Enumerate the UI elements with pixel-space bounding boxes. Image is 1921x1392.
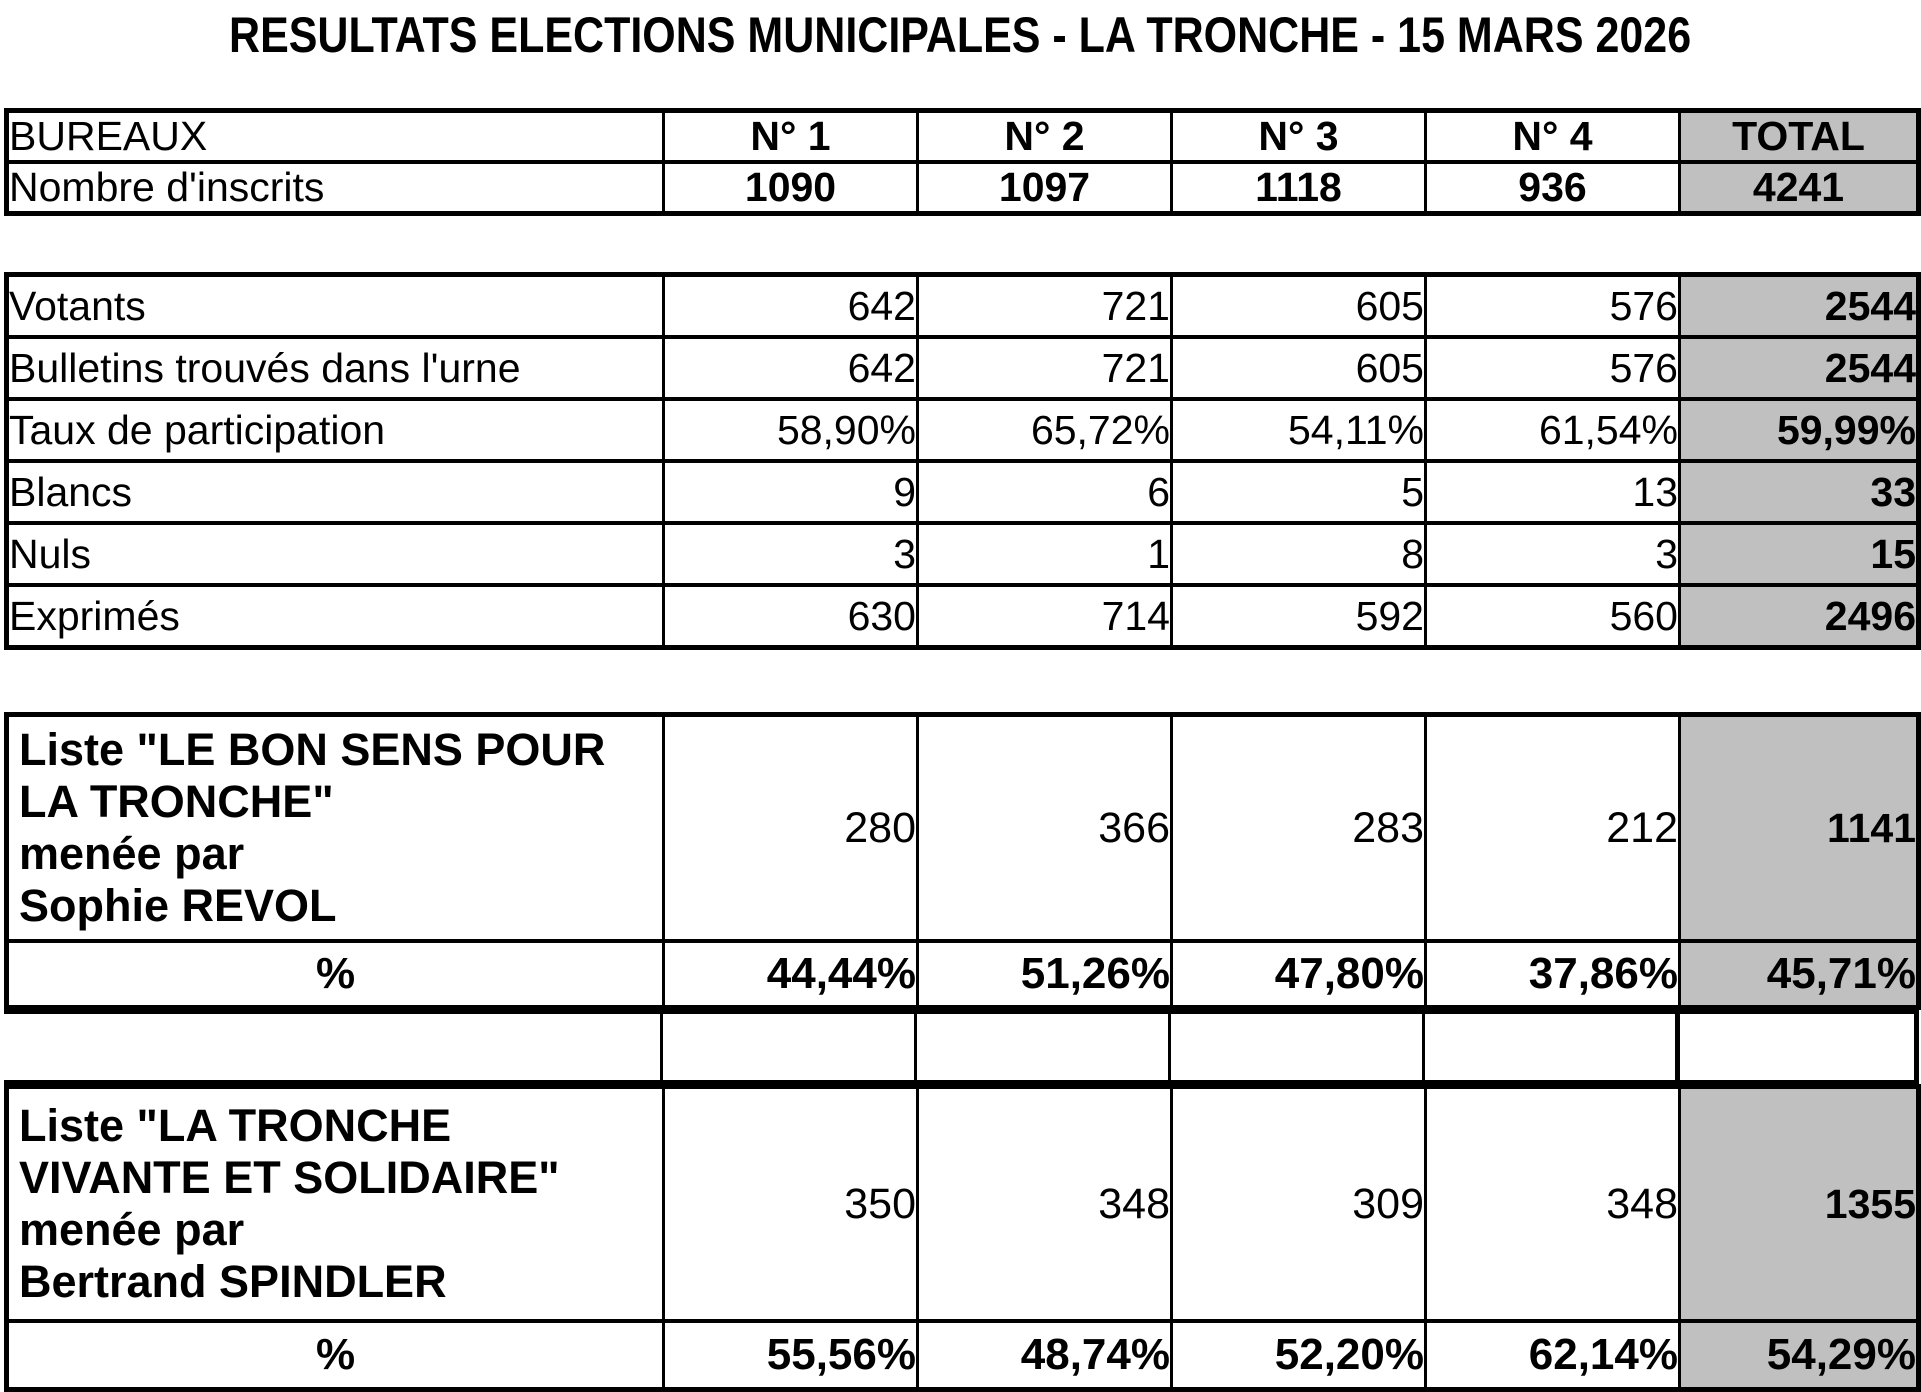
value-cell: 576 bbox=[1426, 275, 1680, 338]
bureau-3-header: N° 3 bbox=[1172, 111, 1426, 163]
value-cell: 1 bbox=[918, 523, 1172, 585]
exprimes-row bbox=[7, 585, 1919, 648]
spacer-cells bbox=[4, 1012, 1916, 1082]
liste-spindler-votes-row bbox=[7, 1087, 1919, 1322]
pct-label: % bbox=[7, 1321, 664, 1390]
page-title: RESULTATS ELECTIONS MUNICIPALES - LA TRONCHE - 15 MARS 2026 bbox=[228, 7, 1692, 63]
taux-participation-row bbox=[7, 399, 1919, 461]
value-cell: 61,54% bbox=[1426, 399, 1680, 461]
total-cell: 2544 bbox=[1680, 275, 1919, 338]
spacer-cell bbox=[915, 1012, 1169, 1082]
total-cell: 2544 bbox=[1680, 337, 1919, 399]
pct-cell: 62,14% bbox=[1426, 1321, 1680, 1390]
row-label: Votants bbox=[7, 275, 664, 338]
value-cell: 54,11% bbox=[1172, 399, 1426, 461]
votes-total-cell: 1355 bbox=[1680, 1087, 1919, 1322]
nuls-row bbox=[7, 523, 1919, 585]
row-label: Taux de participation bbox=[7, 399, 664, 461]
value-cell: 9 bbox=[664, 461, 918, 523]
value-cell: 605 bbox=[1172, 337, 1426, 399]
pct-cell: 47,80% bbox=[1172, 941, 1426, 1008]
pct-total-cell: 45,71% bbox=[1680, 941, 1919, 1008]
spacer-cell bbox=[4, 1012, 661, 1082]
bureaux-header-row bbox=[7, 111, 1919, 163]
bulletins-row bbox=[7, 337, 1919, 399]
value-cell: 630 bbox=[664, 585, 918, 648]
pct-cell: 44,44% bbox=[664, 941, 918, 1008]
votes-cell: 280 bbox=[664, 715, 918, 942]
liste-spindler-table bbox=[4, 1084, 1921, 1392]
votes-cell: 366 bbox=[918, 715, 1172, 942]
spacer-cell bbox=[661, 1012, 915, 1082]
votes-cell: 212 bbox=[1426, 715, 1680, 942]
pct-cell: 52,20% bbox=[1172, 1321, 1426, 1390]
votes-cell: 283 bbox=[1172, 715, 1426, 942]
liste-revol-pct-row bbox=[7, 941, 1919, 1008]
inscrits-value-cell: 1118 bbox=[1172, 162, 1426, 214]
liste-name-line: Bertrand SPINDLER bbox=[19, 1256, 447, 1308]
value-cell: 13 bbox=[1426, 461, 1680, 523]
liste-revol-votes-row bbox=[7, 715, 1919, 942]
value-cell: 605 bbox=[1172, 275, 1426, 338]
bureau-4-header: N° 4 bbox=[1426, 111, 1680, 163]
inscrits-total-cell: 4241 bbox=[1680, 162, 1919, 214]
pct-total-cell: 54,29% bbox=[1680, 1321, 1919, 1390]
value-cell: 714 bbox=[918, 585, 1172, 648]
pct-cell: 51,26% bbox=[918, 941, 1172, 1008]
bureau-2-header: N° 2 bbox=[918, 111, 1172, 163]
value-cell: 721 bbox=[918, 275, 1172, 338]
votes-cell: 348 bbox=[918, 1087, 1172, 1322]
row-label: Exprimés bbox=[7, 585, 664, 648]
bureaux-table bbox=[4, 108, 1921, 216]
value-cell: 576 bbox=[1426, 337, 1680, 399]
bureaux-header-label: BUREAUX bbox=[7, 111, 664, 163]
row-label: Blancs bbox=[7, 461, 664, 523]
inscrits-value-cell: 1090 bbox=[664, 162, 918, 214]
spacer-cell bbox=[1423, 1012, 1677, 1082]
inscrits-value-cell: 1097 bbox=[918, 162, 1172, 214]
inscrits-row bbox=[7, 162, 1919, 214]
value-cell: 560 bbox=[1426, 585, 1680, 648]
total-cell: 33 bbox=[1680, 461, 1919, 523]
votes-cell: 350 bbox=[664, 1087, 918, 1322]
spacer-cell bbox=[1677, 1012, 1916, 1082]
liste-name-line: LA TRONCHE" bbox=[19, 775, 334, 827]
liste-name-line: Liste "LE BON SENS POUR bbox=[19, 723, 606, 775]
total-cell: 15 bbox=[1680, 523, 1919, 585]
value-cell: 3 bbox=[664, 523, 918, 585]
total-cell: 59,99% bbox=[1680, 399, 1919, 461]
liste-revol-table bbox=[4, 712, 1921, 1010]
participation-table bbox=[4, 272, 1921, 650]
spacer-row bbox=[4, 1010, 1919, 1084]
bureau-1-header: N° 1 bbox=[664, 111, 918, 163]
total-header: TOTAL bbox=[1680, 111, 1919, 163]
value-cell: 642 bbox=[664, 337, 918, 399]
pct-cell: 55,56% bbox=[664, 1321, 918, 1390]
total-cell: 2496 bbox=[1680, 585, 1919, 648]
pct-cell: 37,86% bbox=[1426, 941, 1680, 1008]
votes-total-cell: 1141 bbox=[1680, 715, 1919, 942]
liste-spindler-pct-row bbox=[7, 1321, 1919, 1390]
value-cell: 5 bbox=[1172, 461, 1426, 523]
votants-row bbox=[7, 275, 1919, 338]
row-label: Nuls bbox=[7, 523, 664, 585]
value-cell: 721 bbox=[918, 337, 1172, 399]
inscrits-value-cell: 936 bbox=[1426, 162, 1680, 214]
value-cell: 58,90% bbox=[664, 399, 918, 461]
liste-name-line: Liste "LA TRONCHE bbox=[19, 1099, 452, 1151]
value-cell: 592 bbox=[1172, 585, 1426, 648]
value-cell: 3 bbox=[1426, 523, 1680, 585]
value-cell: 8 bbox=[1172, 523, 1426, 585]
liste-spindler-name bbox=[7, 1087, 664, 1322]
row-label: Bulletins trouvés dans l'urne bbox=[7, 337, 664, 399]
liste-name-line: menée par bbox=[19, 828, 245, 879]
pct-label: % bbox=[7, 941, 664, 1008]
value-cell: 65,72% bbox=[918, 399, 1172, 461]
value-cell: 642 bbox=[664, 275, 918, 338]
spacer-cell bbox=[1169, 1012, 1423, 1082]
votes-cell: 348 bbox=[1426, 1087, 1680, 1322]
value-cell: 6 bbox=[918, 461, 1172, 523]
liste-name-line: menée par bbox=[19, 1204, 245, 1255]
blancs-row bbox=[7, 461, 1919, 523]
liste-revol-name bbox=[7, 715, 664, 942]
liste-name-line: VIVANTE ET SOLIDAIRE" bbox=[19, 1151, 560, 1203]
votes-cell: 309 bbox=[1172, 1087, 1426, 1322]
liste-name-line: Sophie REVOL bbox=[19, 880, 337, 932]
pct-cell: 48,74% bbox=[918, 1321, 1172, 1390]
title-row bbox=[0, 0, 1920, 62]
inscrits-label: Nombre d'inscrits bbox=[7, 162, 664, 214]
